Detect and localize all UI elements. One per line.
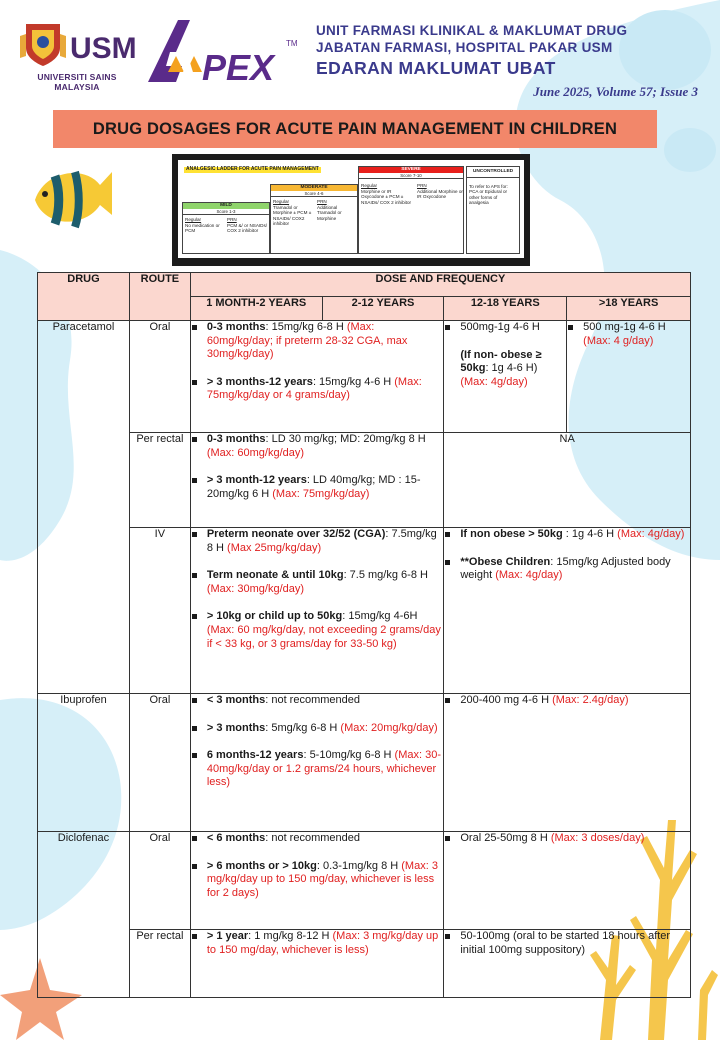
- dose-text: : not recommended: [265, 694, 360, 706]
- org-line-2: JABATAN FARMASI, HOSPITAL PAKAR USM: [316, 40, 613, 55]
- table-row: [38, 694, 691, 832]
- dose-paracetamol-iv-teen-adult: [444, 528, 691, 694]
- dose-max: (Max: 2.4g/day): [552, 694, 629, 706]
- dose-max: (Max: 75mg/kg/day or 4 grams/day): [206, 375, 422, 402]
- header-drug: DRUG: [38, 273, 130, 321]
- header-age-12-18y: 12-18 YEARS: [444, 297, 567, 321]
- route-per-rectal: Per rectal: [129, 930, 190, 998]
- ladder-severe-regular-heading: Regular: [361, 183, 378, 188]
- ladder-moderate-regular: Tramadol or Morphine ± PCM ± NSAIDs/ COX2 inhibitor: [273, 204, 312, 227]
- dose-text: : 1 mg/kg 8-12 H: [248, 930, 333, 942]
- dose-text: : 5mg/kg 6-8 H: [265, 721, 341, 734]
- dose-text: : not recommended: [265, 832, 360, 844]
- dose-age-label: > 6 months or > 10kg: [206, 859, 317, 872]
- ladder-title: ANALGESIC LADDER FOR ACUTE PAIN MANAGEMENT: [186, 166, 319, 172]
- dose-max: (Max: 3 mg/kg/day up to 150 mg/day, whichever is less for 2 days): [206, 859, 438, 899]
- dose-text: 50-100mg (oral to be started 18 hours after initial 100mg suppository): [460, 930, 671, 956]
- route-oral: Oral: [129, 321, 190, 433]
- dose-paracetamol-oral-child: [190, 321, 444, 433]
- usm-logo-text: UNIVERSITI SAINS MALAYSIA: [37, 72, 117, 92]
- route-oral: Oral: [129, 832, 190, 930]
- dose-diclofenac-oral-child: [190, 832, 444, 930]
- header-dose: DOSE AND FREQUENCY: [190, 273, 690, 297]
- ladder-moderate: [270, 184, 358, 254]
- dose-text: : 1g 4-6 H): [485, 362, 538, 375]
- ladder-uncontrolled: [466, 166, 520, 254]
- ladder-moderate-regular-heading: Regular: [273, 199, 290, 204]
- dose-ibuprofen-child: [190, 694, 444, 832]
- table-row: [38, 930, 691, 998]
- dose-max: (Max: 3 doses/day): [550, 832, 645, 844]
- ladder-severe-label: SEVERE: [359, 167, 463, 173]
- dose-age-label: > 3 month-12 years: [206, 474, 307, 487]
- header-route: ROUTE: [129, 273, 190, 321]
- publication-name: EDARAN MAKLUMAT UBAT: [316, 58, 556, 78]
- dose-age-label: < 6 months: [206, 832, 266, 844]
- org-line-1: UNIT FARMASI KLINIKAL & MAKLUMAT DRUG: [316, 23, 628, 38]
- svg-text:TM: TM: [286, 39, 298, 48]
- ladder-moderate-label: MODERATE: [271, 185, 357, 191]
- ladder-severe-score: Score 7-10: [359, 173, 463, 180]
- usm-logo: [18, 16, 136, 92]
- apex-logo-icon: [146, 16, 304, 88]
- drug-paracetamol: Paracetamol: [38, 321, 130, 694]
- dose-paracetamol-pr-child: [190, 433, 444, 528]
- dose-text: 500 mg-1g 4-6 H: [583, 321, 666, 333]
- dose-max: (Max: 75mg/kg/day): [272, 487, 370, 500]
- dose-text: : 15mg/kg 4-6 H: [312, 375, 395, 388]
- dose-text: : 15mg/kg 4-6H: [342, 610, 418, 623]
- issue-info: June 2025, Volume 57; Issue 3: [533, 84, 698, 99]
- dose-max: (Max: 4g/day): [460, 375, 528, 388]
- dose-paracetamol-iv-child: [190, 528, 444, 694]
- dose-max: (Max: 60mg/kg/day): [206, 446, 305, 459]
- ladder-severe-prn: Additional Morphine or IR Oxycodone: [417, 188, 463, 200]
- dose-text: : 15mg/kg Adjusted body weight: [460, 555, 671, 582]
- dose-text: : 1g 4-6 H: [562, 528, 618, 540]
- ladder-mild-regular: No medication or PCM: [185, 222, 220, 234]
- header-org-block: [316, 22, 706, 80]
- dose-age-label: Preterm neonate over 32/52 (CGA): [206, 528, 386, 540]
- header-age-over-18y: >18 YEARS: [567, 297, 691, 321]
- dose-condition: (If non- obese ≥ 50kg: [460, 348, 542, 375]
- dose-max: (Max: 4g/day): [495, 569, 563, 582]
- ladder-severe-regular: Morphine or IR Oxycodone ± PCM ± NSAIDs/ COX 2 inhibitor: [361, 188, 412, 205]
- ladder-mild-prn-heading: PRN: [227, 217, 237, 222]
- dose-text: : 7.5 mg/kg 6-8 H: [343, 569, 428, 582]
- dose-text: 200-400 mg 4-6 H: [460, 694, 553, 706]
- ladder-mild-score: Score 1-3: [183, 209, 269, 216]
- page-title-bar: [53, 110, 657, 148]
- dose-diclofenac-pr-teen-adult: [444, 930, 691, 998]
- ladder-severe-prn-heading: PRN: [417, 183, 427, 188]
- usm-crest-icon: [18, 16, 136, 72]
- dose-max: (Max: 3 mg/kg/day up to 150 mg/day, whichever is less): [206, 930, 439, 956]
- dose-age-label: Term neonate & until 10kg: [206, 569, 344, 582]
- table-row: [38, 321, 691, 433]
- dose-age-label: > 1 year: [206, 930, 249, 942]
- ladder-severe: [358, 166, 464, 254]
- dose-diclofenac-pr-child: [190, 930, 444, 998]
- dose-max: (Max: 20mg/kg/day): [340, 721, 438, 734]
- usm-logo-letters: USM: [70, 32, 136, 65]
- dose-age-label: < 3 months: [206, 694, 266, 706]
- dose-age-label: > 10kg or child up to 50kg: [206, 610, 343, 623]
- ladder-moderate-prn: Additional Tramadol or Morphine: [317, 204, 342, 221]
- ladder-mild-regular-heading: Regular: [185, 217, 202, 222]
- drug-ibuprofen: Ibuprofen: [38, 694, 130, 832]
- page-title: DRUG DOSAGES FOR ACUTE PAIN MANAGEMENT IN CHILDREN: [92, 119, 618, 138]
- dose-text: : 15mg/kg 6-8 H: [265, 321, 347, 333]
- dose-text: : 7.5mg/kg 8 H: [206, 528, 437, 554]
- apex-logo: [146, 16, 304, 88]
- dose-age-label: > 3 months-12 years: [206, 375, 313, 388]
- table-row: [38, 433, 691, 528]
- route-per-rectal: Per rectal: [129, 433, 190, 528]
- header-age-1m-2y: 1 MONTH-2 YEARS: [190, 297, 322, 321]
- route-oral: Oral: [129, 694, 190, 832]
- dose-max: (Max: 30mg/kg/day): [206, 582, 305, 595]
- route-iv: IV: [129, 528, 190, 694]
- dose-max: (Max: 4g/day): [617, 528, 685, 540]
- analgesic-ladder-figure: [172, 154, 530, 266]
- dose-age-label: 0-3 months: [206, 433, 266, 445]
- dose-diclofenac-oral-teen-adult: [444, 832, 691, 930]
- ladder-uncontrolled-text: To refer to APS for: PCA or Epidural or other forms of analgesia: [469, 183, 508, 206]
- dose-paracetamol-pr-na: NA: [444, 433, 691, 528]
- dosage-table: [37, 272, 691, 998]
- dose-text: : 0.3-1mg/kg 8 H: [316, 859, 402, 872]
- bubble: [664, 128, 716, 172]
- apex-logo-text: PEX: [202, 47, 275, 88]
- drug-diclofenac: Diclofenac: [38, 832, 130, 998]
- fish-icon: [35, 172, 112, 227]
- dose-max: (Max: 30-40mg/kg/day or 1.2 grams/24 hours, whichever less): [206, 749, 442, 789]
- dose-condition: If non obese > 50kg: [460, 528, 563, 540]
- dose-age-label: 6 months-12 years: [206, 749, 304, 762]
- dose-ibuprofen-teen-adult: [444, 694, 691, 832]
- dose-text: : LD 40mg/kg; MD : 15-20mg/kg 6 H: [206, 474, 421, 500]
- ladder-moderate-score: Score 4-6: [271, 191, 357, 198]
- dose-max: (Max 25mg/kg/day): [227, 541, 322, 554]
- table-row: [38, 832, 691, 930]
- ladder-mild: [182, 202, 270, 254]
- ladder-mild-label: MILD: [183, 203, 269, 209]
- dose-condition: **Obese Children: [460, 555, 551, 568]
- table-header-row: [38, 273, 691, 297]
- dose-max: (Max: 60mg/kg/day; if preterm 28-32 CGA, max 30mg/kg/day): [206, 321, 408, 361]
- table-row: [38, 528, 691, 694]
- header-age-2-12y: 2-12 YEARS: [322, 297, 444, 321]
- ladder-moderate-prn-heading: PRN: [317, 199, 327, 204]
- dose-paracetamol-oral-teen: [444, 321, 567, 433]
- ladder-uncontrolled-label: UNCONTROLLED: [467, 167, 519, 178]
- dose-text: 500mg-1g 4-6 H: [460, 321, 540, 333]
- dose-text: : 5-10mg/kg 6-8 H: [303, 749, 395, 762]
- dose-age-label: > 3 months: [206, 721, 266, 734]
- dose-paracetamol-oral-adult: [567, 321, 691, 433]
- dose-max: (Max: 60 mg/kg/day, not exceeding 2 grams/day if < 33 kg, or 3 grams/day for 33-50 kg): [206, 623, 441, 650]
- ladder-mild-prn: PCM &/ or NSAIDs/ COX 2 inhibitor: [227, 222, 268, 234]
- dose-text: : LD 30 mg/kg; MD: 20mg/kg 8 H: [265, 433, 426, 445]
- dose-age-label: 0-3 months: [206, 321, 266, 333]
- dose-max: (Max: 4 g/day): [583, 334, 654, 347]
- dose-text: Oral 25-50mg 8 H: [460, 832, 551, 844]
